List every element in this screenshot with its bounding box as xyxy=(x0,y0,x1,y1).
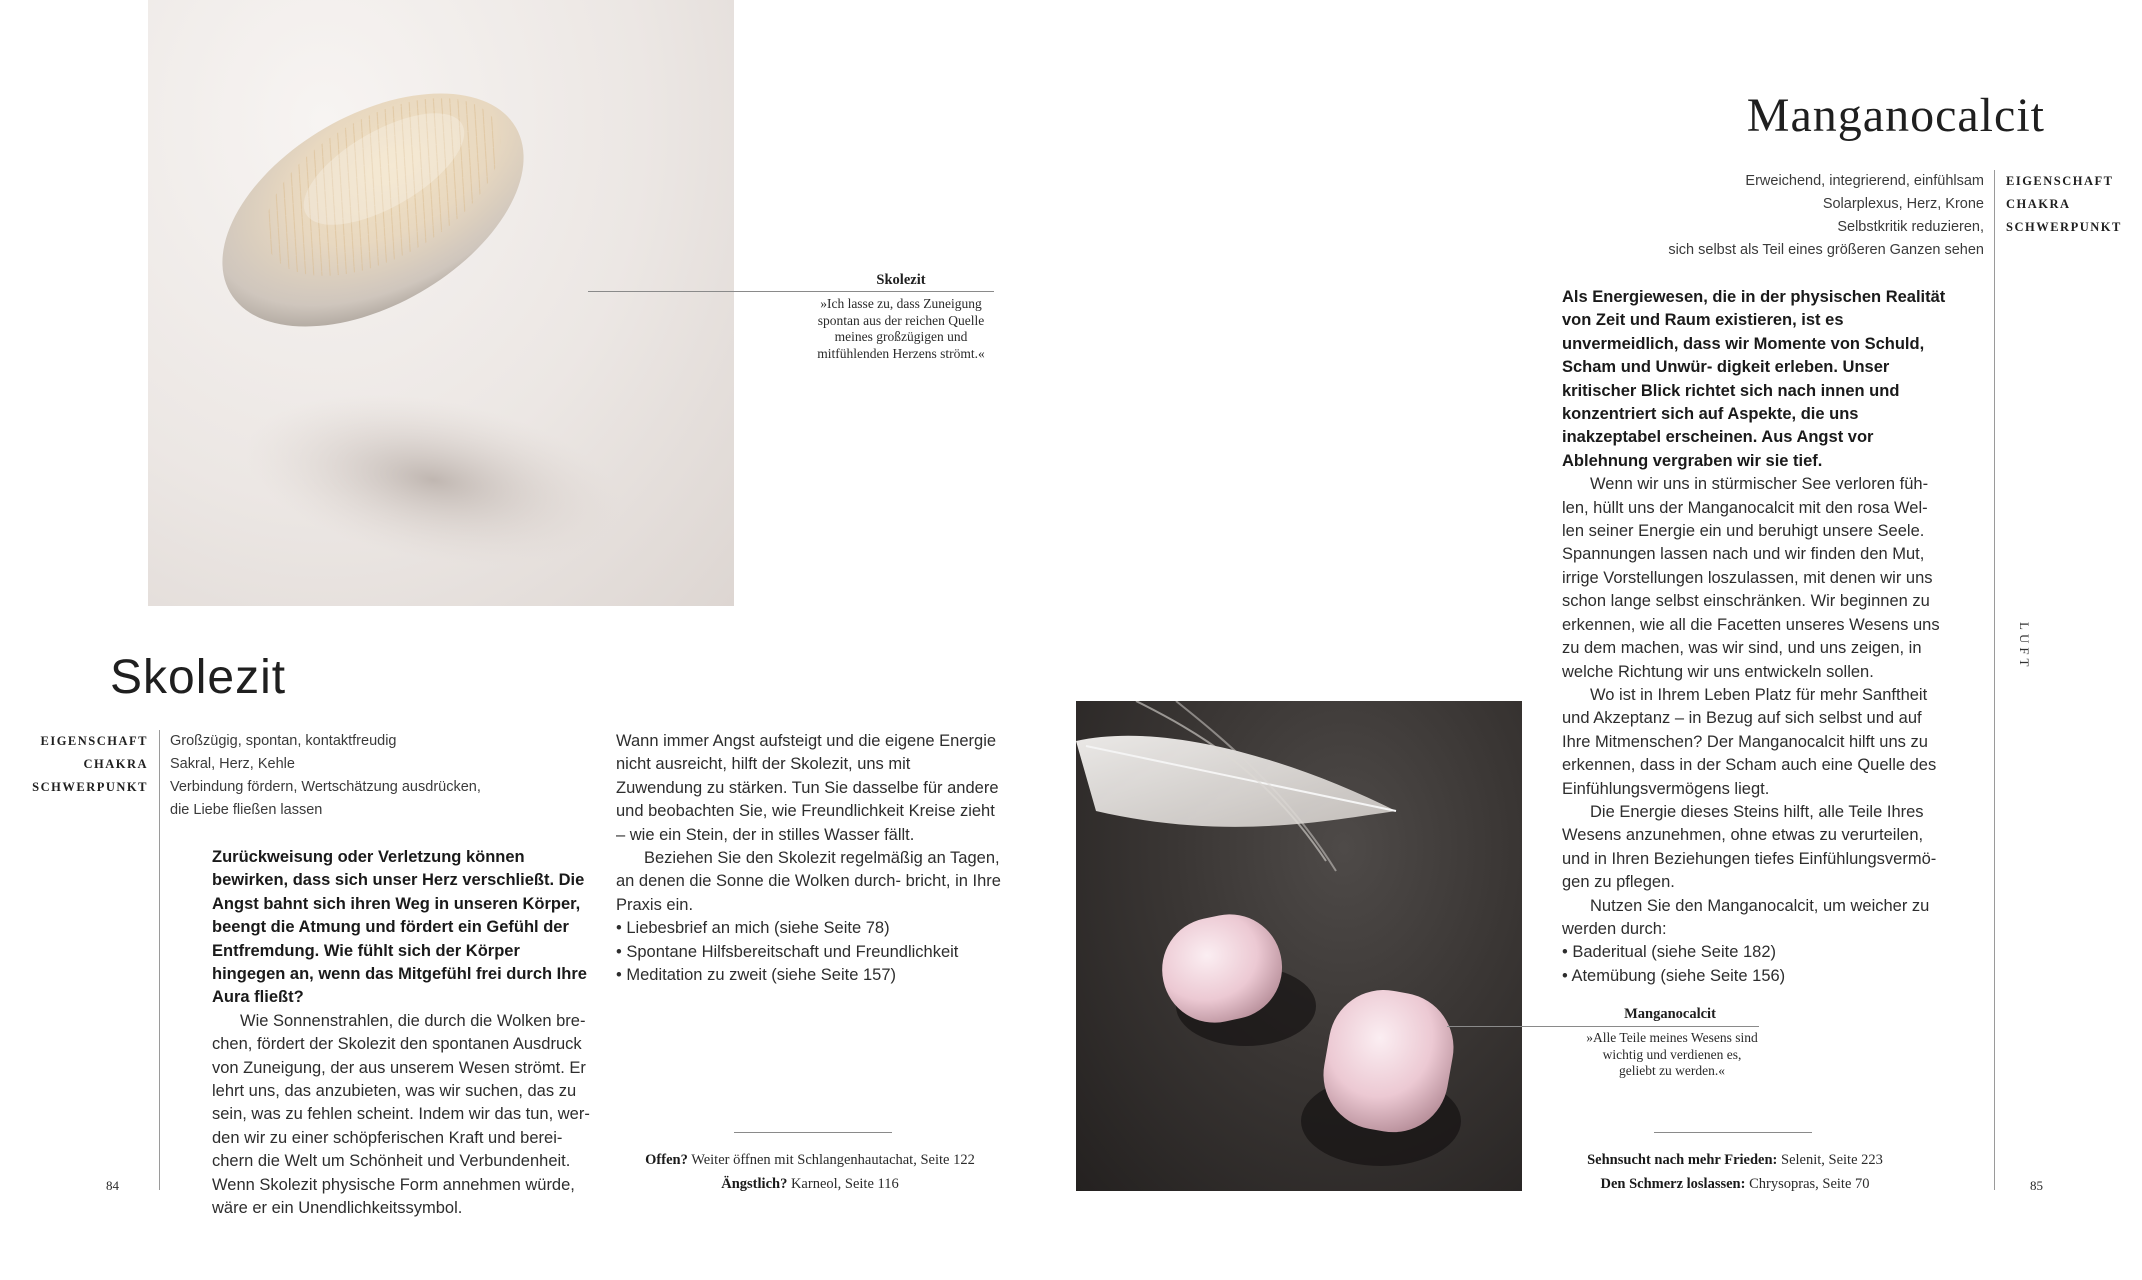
meta-value-eigenschaft: Großzügig, spontan, kontaktfreudig xyxy=(170,733,397,749)
manganocalcit-meta-labels xyxy=(2006,170,2136,239)
manganocalcit-paragraph-2: Wo ist in Ihrem Leben Platz für mehr Sanftheit und Akzeptanz – in Bezug auf sich selbst und auf Ihre Mitmenschen? Der Manganocalcit hilft uns zu erkennen, dass in der Scham auch eine Quelle des Einfühlungsvermögens liegt. xyxy=(1562,685,1937,798)
list-item: • Liebesbrief an mich (siehe Seite 78) xyxy=(616,919,890,938)
meta-value-schwerpunkt-1: Selbstkritik reduzieren, xyxy=(1837,219,1984,235)
xref-link[interactable]: Chrysopras, Seite 70 xyxy=(1745,1176,1870,1192)
manganocalcit-photo-illustration xyxy=(1076,701,1522,1191)
manganocalcit-cross-reference xyxy=(1520,1148,1950,1196)
element-label-luft: LUFT xyxy=(2017,622,2032,671)
list-item: • Spontane Hilfsbereitschaft und Freundlichkeit xyxy=(616,942,959,961)
meta-value-chakra: Sakral, Herz, Kehle xyxy=(170,756,295,772)
manganocalcit-caption-title: Manganocalcit xyxy=(1624,1006,1716,1022)
skolezit-meta-values xyxy=(170,730,490,822)
page-number-right: 85 xyxy=(2030,1178,2043,1193)
manganocalcit-caption-quote: »Alle Teile meines Wesens sind wichtig und verdienen es, geliebt zu werden.« xyxy=(1586,1030,1758,1078)
xref-link[interactable]: Weiter öffnen mit Schlangenhautachat, Seite 122 xyxy=(687,1152,975,1168)
manganocalcit-vertical-rule xyxy=(1994,170,1995,1190)
skolezit-paragraph-1: Wie Sonnenstrahlen, die durch die Wolken bre- chen, fördert der Skolezit den spontanen Ausdruck von Zuneigung, der aus unserem Wesen strömt. Er lehrt uns, das anzubieten, was wir suchen, das zu sein, was zu fehlen scheint. Indem wir das tun, wer- den wir zu einer schöpferischen Kraft und berei- chern die Welt um Schönheit und Verbundenheit. Wenn Skolezit physische Form annehmen würde, wäre er ein Unendlichkeitssymbol. xyxy=(212,1011,590,1218)
skolezit-practice-list xyxy=(616,917,1001,987)
manganocalcit-paragraph-4: Nutzen Sie den Manganocalcit, um weicher zu werden durch: xyxy=(1562,896,1930,938)
skolezit-caption-quote: »Ich lasse zu, dass Zuneigung spontan aus der reichen Quelle meines großzügigen und mitfühlenden Herzens strömt.« xyxy=(817,296,985,361)
manganocalcit-lead-paragraph: Als Energiewesen, die in der physischen Realität von Zeit und Raum existieren, ist es unvermeidlich, dass wir Momente von Schuld, Scham und Unwür- digkeit erleben. Unser kritischer Blick richtet sich nach innen und konzentriert sich auf Aspekte, die uns inakzeptabel erscheinen. Aus Angst vor Ablehnung vergraben wir sie tief. xyxy=(1562,288,1946,470)
meta-label-chakra: CHAKRA xyxy=(83,757,148,771)
skolezit-paragraph-3: Beziehen Sie den Skolezit regelmäßig an Tagen, an denen die Sonne die Wolken durch- bricht, in Ihre Praxis ein. xyxy=(616,849,1001,914)
meta-label-schwerpunkt: SCHWERPUNKT xyxy=(32,780,148,794)
meta-value-schwerpunkt-1: Verbindung fördern, Wertschätzung ausdrücken, xyxy=(170,779,481,795)
page-number-left: 84 xyxy=(106,1178,119,1193)
xref-question: Ängstlich? xyxy=(721,1176,788,1192)
list-item: • Meditation zu zweit (siehe Seite 157) xyxy=(616,966,897,985)
manganocalcit-body xyxy=(1562,286,1952,988)
xref-link[interactable]: Selenit, Seite 223 xyxy=(1777,1152,1883,1168)
skolezit-caption-leader-line xyxy=(588,291,994,292)
xref-question: Den Schmerz loslassen: xyxy=(1600,1176,1746,1192)
meta-value-schwerpunkt-2: sich selbst als Teil eines größeren Ganzen sehen xyxy=(1668,242,1984,258)
manganocalcit-paragraph-1: Wenn wir uns in stürmischer See verloren füh- len, hüllt uns der Manganocalcit mit den rosa Wel- len seiner Energie ein und beruhigt unsere Seele. Spannungen lassen nach und wir finden den Mut, irrige Vorstellungen loszulassen, mit denen wir uns schon lange selbst einschränken. Wir beginnen zu erkennen, wie all die Facetten unseres Wesens uns zu dem machen, was wir sind, und uns zeigen, in welche Richtung wir uns entwickeln sollen. xyxy=(1562,475,1940,681)
skolezit-photo-illustration xyxy=(148,0,734,606)
xref-link[interactable]: Karneol, Seite 116 xyxy=(787,1176,899,1192)
list-item: • Baderitual (siehe Seite 182) xyxy=(1562,943,1776,962)
xref-question: Sehnsucht nach mehr Frieden: xyxy=(1587,1152,1778,1168)
manganocalcit-paragraph-3: Die Energie dieses Steins hilft, alle Teile Ihres Wesens anzunehmen, ohne etwas zu verurteilen, und in Ihren Beziehungen tiefes Einfühlungsvermö- gen zu pflegen. xyxy=(1562,802,1937,892)
skolezit-vertical-rule xyxy=(159,730,160,1190)
skolezit-lead-paragraph: Zurückweisung oder Verletzung können bewirken, dass sich unser Herz verschließt. Die Angst bahnt sich ihren Weg in unseren Körper, beengt die Atmung und fördert ein Gefühl der Entfremdung. Wie fühlt sich der Körper hingegen an, wenn das Mitgefühl frei durch Ihre Aura fließt? xyxy=(212,848,587,1007)
page-title-manganocalcit: Manganocalcit xyxy=(1746,89,2045,142)
meta-label-schwerpunkt: SCHWERPUNKT xyxy=(2006,220,2122,234)
page-title-skolezit: Skolezit xyxy=(110,651,287,704)
meta-value-chakra: Solarplexus, Herz, Krone xyxy=(1822,196,1984,212)
skolezit-photo xyxy=(148,0,734,606)
skolezit-caption-title: Skolezit xyxy=(876,272,926,288)
meta-value-eigenschaft: Erweichend, integrierend, einfühlsam xyxy=(1745,173,1984,189)
manganocalcit-caption-leader-line xyxy=(1447,1026,1759,1027)
manganocalcit-photo xyxy=(1076,701,1522,1191)
list-item: • Atemübung (siehe Seite 156) xyxy=(1562,966,1786,985)
xref-question: Offen? xyxy=(645,1152,688,1168)
meta-label-eigenschaft: EIGENSCHAFT xyxy=(40,734,148,748)
skolezit-xref-rule xyxy=(734,1132,892,1133)
meta-value-schwerpunkt-2: die Liebe fließen lassen xyxy=(170,802,323,818)
meta-label-eigenschaft: EIGENSCHAFT xyxy=(2006,174,2114,188)
manganocalcit-xref-rule xyxy=(1654,1132,1812,1133)
skolezit-body-column-1 xyxy=(212,846,592,1221)
skolezit-body-column-2 xyxy=(616,730,1001,987)
meta-label-chakra: CHAKRA xyxy=(2006,197,2071,211)
skolezit-paragraph-2: Wann immer Angst aufsteigt und die eigene Energie nicht ausreicht, hilft der Skolezit, uns mit Zuwendung zu stärken. Tun Sie dasselbe für andere und beobachten Sie, wie Freundlichkeit Kreise zieht – wie ein Stein, der in stilles Wasser fällt. xyxy=(616,732,999,844)
manganocalcit-meta-values xyxy=(1580,170,1984,262)
skolezit-cross-reference xyxy=(600,1148,1020,1196)
skolezit-meta-labels xyxy=(20,730,148,799)
manganocalcit-practice-list xyxy=(1562,941,1952,988)
